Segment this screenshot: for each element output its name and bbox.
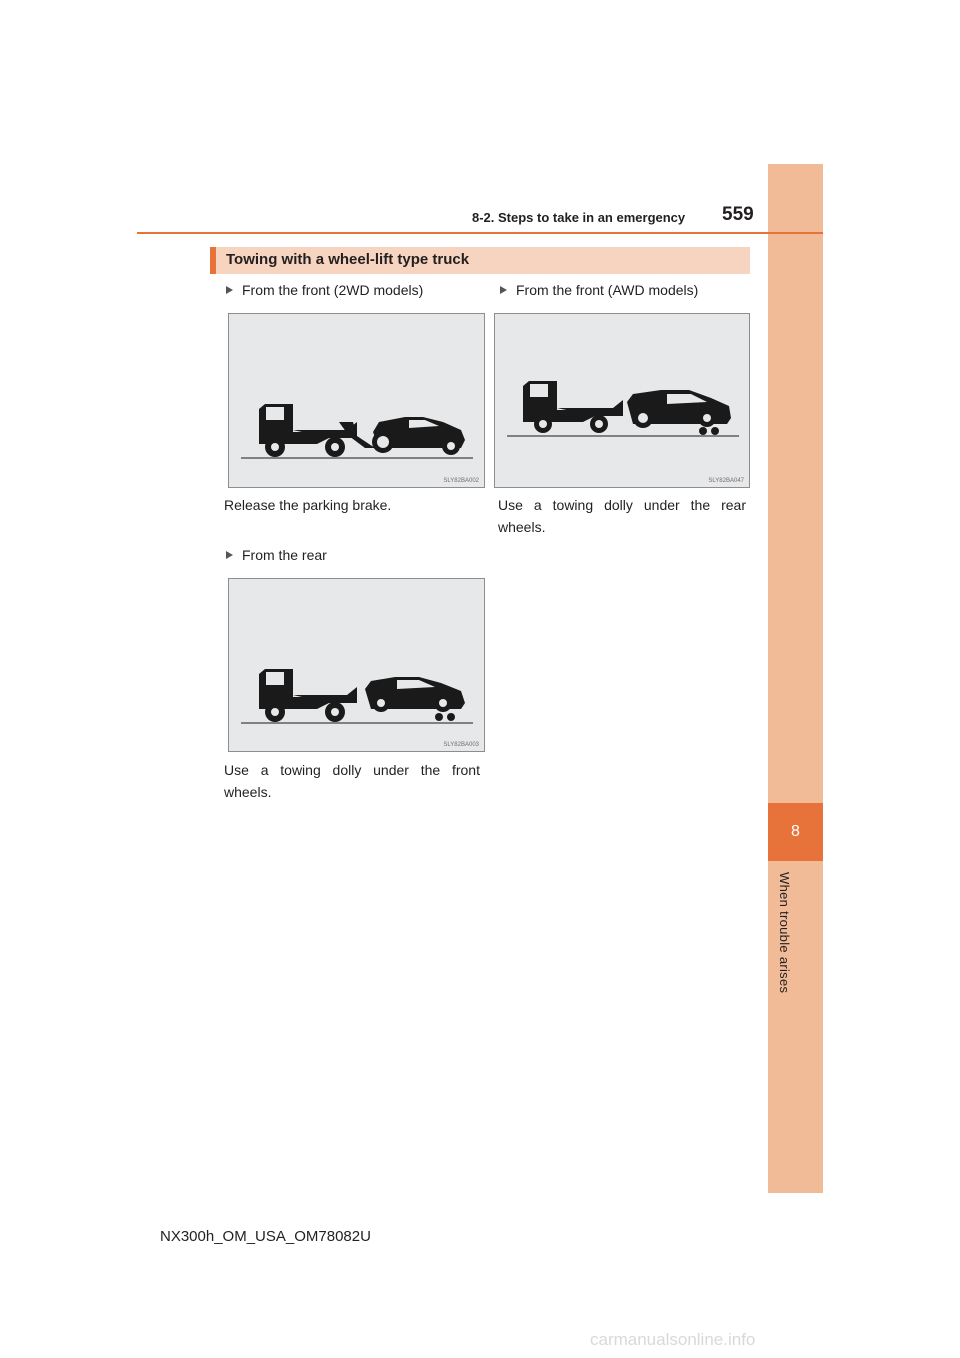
section-header-bar [210, 247, 750, 274]
header-divider [137, 232, 823, 234]
tow-truck-illustration [229, 579, 484, 751]
triangle-bullet-icon [226, 286, 233, 294]
figure-code: SLY82BA047 [708, 478, 744, 484]
triangle-bullet-icon [500, 286, 507, 294]
figure-tow-rear [228, 578, 485, 752]
figure-code: SLY82BA003 [443, 742, 479, 748]
item-heading-front-awd [500, 282, 698, 298]
footer-manual-code: NX300h_OM_USA_OM78082U [160, 1228, 371, 1245]
item-heading-front-2wd [226, 282, 423, 298]
item-heading-text: From the front (2WD models) [242, 282, 424, 298]
header-section-title: 8-2. Steps to take in an emergency [472, 210, 686, 225]
chapter-title: When trouble arises [777, 872, 792, 994]
triangle-bullet-icon [226, 551, 233, 559]
section-title: Towing with a wheel-lift type truck [226, 251, 470, 268]
item-caption-front-2wd: Release the parking brake. [224, 497, 392, 513]
watermark: carmanualsonline.info [590, 1330, 756, 1349]
item-heading-rear [226, 547, 327, 563]
item-heading-text: From the front (AWD models) [516, 282, 699, 298]
tow-truck-illustration [495, 314, 749, 487]
chapter-number-box [768, 803, 823, 861]
item-caption-rear: Use a towing dolly under the front wheels. [224, 762, 480, 800]
chapter-number: 8 [791, 823, 800, 840]
tow-truck-illustration [229, 314, 484, 487]
item-heading-text: From the rear [242, 547, 327, 563]
item-caption-front-awd: Use a towing dolly under the rear wheels. [498, 497, 746, 535]
figure-tow-front-awd [494, 313, 750, 488]
figure-code: SLY82BA002 [443, 478, 479, 484]
side-tab [768, 164, 823, 1193]
figure-tow-front-2wd [228, 313, 485, 488]
page-number: 559 [722, 204, 754, 225]
